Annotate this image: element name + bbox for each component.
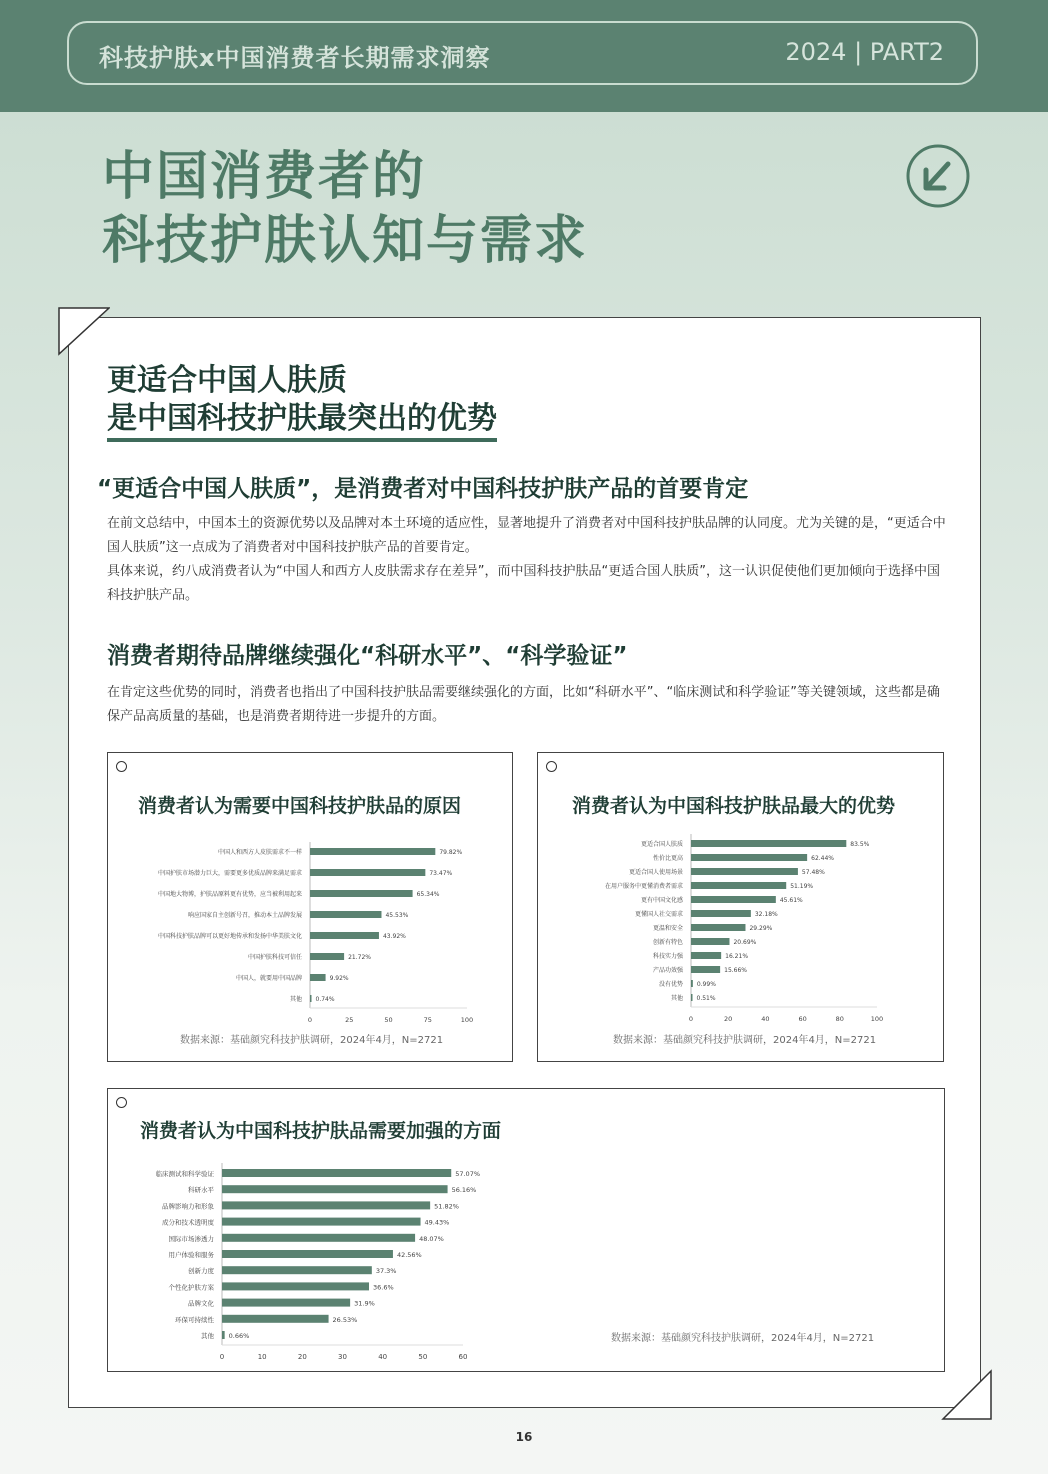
category-label: 产品功效强 bbox=[652, 967, 683, 974]
tick-label: 0 bbox=[688, 1015, 694, 1023]
bar bbox=[310, 995, 312, 1002]
tick-label: 25 bbox=[345, 1016, 354, 1024]
bar bbox=[310, 890, 413, 897]
data-label: 45.61% bbox=[779, 897, 803, 904]
category-label: 中国护肤市场潜力巨大，需要更多优质品牌来满足需求 bbox=[157, 870, 302, 877]
data-label: 49.43% bbox=[424, 1218, 450, 1227]
chart-card-improvements bbox=[107, 1088, 945, 1372]
category-label: 用户体验和服务 bbox=[168, 1251, 214, 1259]
arrow-down-left-icon bbox=[906, 144, 970, 208]
chart-title: 消费者认为中国科技护肤品最大的优势 bbox=[572, 795, 896, 817]
subheading-1: “更适合中国人肤质”，是消费者对中国科技护肤产品的首要肯定 bbox=[97, 476, 749, 502]
data-label: 15.66% bbox=[724, 967, 748, 974]
data-label: 73.47% bbox=[429, 870, 453, 877]
category-label: 更适合国人使用场景 bbox=[628, 869, 683, 876]
bar bbox=[691, 868, 798, 875]
tick-label: 50 bbox=[418, 1353, 428, 1361]
tick-label: 20 bbox=[724, 1015, 733, 1023]
data-label: 0.51% bbox=[696, 995, 716, 1002]
tick-label: 40 bbox=[378, 1353, 388, 1361]
chart-source: 数据来源：基础颜究科技护肤调研，2024年4月，N=2721 bbox=[611, 1333, 875, 1344]
bar bbox=[691, 980, 693, 987]
category-label: 中国地大物博，护肤品原料更有优势，应当被利用起来 bbox=[157, 891, 302, 898]
category-label: 创新力度 bbox=[188, 1267, 214, 1276]
bar bbox=[222, 1282, 369, 1290]
tick-label: 60 bbox=[798, 1015, 807, 1023]
tick-label: 30 bbox=[338, 1353, 347, 1361]
data-label: 36.6% bbox=[373, 1283, 394, 1292]
data-label: 51.82% bbox=[434, 1202, 459, 1211]
category-label: 中国人和西方人皮肤需求不一样 bbox=[217, 849, 302, 856]
page-title-line1: 中国消费者的 bbox=[102, 147, 427, 207]
bar bbox=[222, 1218, 421, 1226]
bar bbox=[691, 924, 745, 931]
section-title-line2: 是中国科技护肤最突出的优势 bbox=[107, 400, 497, 442]
data-label: 62.44% bbox=[811, 855, 835, 862]
bar bbox=[691, 896, 776, 903]
bar bbox=[310, 869, 425, 876]
category-label: 创新有特色 bbox=[652, 939, 683, 946]
corner-decoration-top-left bbox=[58, 307, 110, 359]
bar bbox=[222, 1250, 393, 1258]
data-label: 48.07% bbox=[419, 1234, 444, 1243]
data-label: 29.29% bbox=[749, 925, 773, 932]
data-label: 21.72% bbox=[348, 954, 371, 961]
tick-label: 10 bbox=[257, 1353, 267, 1361]
chart-advantages bbox=[538, 833, 942, 1023]
category-label: 没有优势 bbox=[658, 981, 683, 988]
chart-card-advantages bbox=[537, 752, 944, 1062]
corner-decoration-bottom-right bbox=[940, 1368, 992, 1420]
section-title-line1: 更适合中国人肤质 bbox=[107, 363, 347, 398]
report-part: 2024 | PART2 bbox=[785, 38, 944, 66]
data-label: 51.19% bbox=[790, 883, 814, 890]
page-title-line2: 科技护肤认知与需求 bbox=[102, 211, 589, 271]
category-label: 更适合国人肤质 bbox=[640, 841, 683, 848]
bar bbox=[310, 932, 379, 939]
bar bbox=[222, 1266, 372, 1274]
data-label: 20.69% bbox=[733, 939, 757, 946]
bar bbox=[691, 910, 751, 917]
category-label: 更懂国人社交需求 bbox=[634, 911, 683, 918]
category-label: 其他 bbox=[289, 996, 302, 1003]
page-title bbox=[102, 145, 588, 273]
data-label: 9.92% bbox=[329, 975, 349, 982]
chart-card-reasons bbox=[107, 752, 513, 1062]
bar bbox=[310, 974, 326, 981]
data-label: 56.16% bbox=[451, 1186, 477, 1195]
tick-label: 40 bbox=[761, 1015, 770, 1023]
category-label: 其他 bbox=[201, 1332, 214, 1340]
category-label: 中国科技护肤品牌可以更好地传承和发扬中华美肤文化 bbox=[157, 933, 302, 940]
data-label: 31.9% bbox=[354, 1299, 375, 1308]
bar bbox=[310, 848, 435, 855]
category-label: 个性化护肤方案 bbox=[168, 1283, 214, 1292]
subheading-2: 消费者期待品牌继续强化“科研水平”、“科学验证” bbox=[107, 643, 628, 669]
data-label: 37.3% bbox=[375, 1267, 397, 1276]
bar bbox=[691, 966, 720, 973]
card-dot-icon bbox=[546, 761, 557, 772]
bar bbox=[691, 882, 786, 889]
paragraph-1 bbox=[107, 512, 947, 608]
bar bbox=[222, 1299, 350, 1307]
page-number: 16 bbox=[515, 1430, 533, 1444]
bar bbox=[691, 840, 846, 847]
category-label: 性价比更高 bbox=[652, 855, 683, 862]
category-label: 品牌文化 bbox=[188, 1299, 214, 1308]
category-label: 临床测试和科学验证 bbox=[155, 1170, 214, 1178]
data-label: 42.56% bbox=[396, 1251, 422, 1259]
bar bbox=[691, 938, 729, 945]
data-label: 79.82% bbox=[439, 849, 463, 856]
tick-label: 100 bbox=[870, 1015, 884, 1023]
bar bbox=[691, 952, 721, 959]
tick-label: 60 bbox=[458, 1353, 468, 1361]
card-dot-icon bbox=[116, 761, 127, 772]
paragraph-1a: 在前文总结中，中国本土的资源优势以及品牌对本土环境的适应性，显著地提升了消费者对中国科技护肤品牌的认同度。尤为关键的是，“更适合中国人肤质”这一点成为了消费者对中国科技护肤产品的首要肯定。 bbox=[107, 516, 946, 555]
chart-title: 消费者认为中国科技护肤品需要加强的方面 bbox=[140, 1120, 502, 1142]
data-label: 26.53% bbox=[332, 1315, 358, 1324]
bar bbox=[691, 994, 693, 1001]
chart-improvements bbox=[108, 1161, 508, 1361]
chart-title: 消费者认为需要中国科技护肤品的原因 bbox=[138, 795, 462, 817]
bar bbox=[222, 1169, 451, 1177]
chart-source: 数据来源：基础颜究科技护肤调研，2024年4月，N=2721 bbox=[613, 1035, 877, 1046]
category-label: 中国护肤科技可信任 bbox=[247, 954, 302, 961]
header-pill bbox=[67, 21, 978, 85]
paragraph-2-text: 在肯定这些优势的同时，消费者也指出了中国科技护肤品需要继续强化的方面，比如“科研水平”、“临床测试和科学验证”等关键领域，这些都是确保产品高质量的基础，也是消费者期待进一步提升的方面。 bbox=[107, 685, 940, 724]
data-label: 0.66% bbox=[228, 1332, 250, 1340]
chart-reasons bbox=[108, 833, 511, 1033]
category-label: 成分和技术透明度 bbox=[162, 1218, 214, 1227]
bar bbox=[222, 1185, 448, 1193]
report-title: 科技护肤x中国消费者长期需求洞察 bbox=[99, 44, 491, 72]
paragraph-1b: 具体来说，约八成消费者认为“中国人和西方人皮肤需求存在差异”，而中国科技护肤品“更适合国人肤质”，这一认识促使他们更加倾向于选择中国科技护肤产品。 bbox=[107, 564, 940, 603]
tick-label: 100 bbox=[460, 1016, 474, 1024]
bar bbox=[310, 911, 381, 918]
category-label: 响应国家自主创新号召，推动本土品牌发展 bbox=[187, 912, 302, 919]
header-band bbox=[0, 0, 1048, 112]
data-label: 45.53% bbox=[385, 912, 409, 919]
data-label: 57.48% bbox=[801, 869, 825, 876]
category-label: 在用户服务中更懂消费者需求 bbox=[604, 883, 683, 890]
category-label: 科研水平 bbox=[188, 1186, 214, 1195]
category-label: 中国人，就要用中国品牌 bbox=[235, 975, 302, 982]
bar bbox=[222, 1331, 225, 1339]
category-label: 更有中国文化感 bbox=[640, 897, 683, 904]
bar bbox=[222, 1234, 415, 1242]
category-label: 更温和安全 bbox=[652, 925, 683, 932]
tick-label: 20 bbox=[297, 1353, 307, 1361]
data-label: 0.74% bbox=[315, 996, 335, 1003]
category-label: 国际市场渗透力 bbox=[168, 1234, 214, 1243]
bar bbox=[222, 1201, 430, 1209]
category-label: 品牌影响力和形象 bbox=[162, 1202, 214, 1211]
section-title bbox=[107, 362, 497, 442]
data-label: 0.99% bbox=[696, 981, 716, 988]
bar bbox=[222, 1315, 329, 1323]
data-label: 32.18% bbox=[754, 911, 778, 918]
data-label: 65.34% bbox=[416, 891, 440, 898]
tick-label: 0 bbox=[219, 1353, 225, 1361]
category-label: 科技实力强 bbox=[652, 953, 683, 960]
chart-source: 数据来源：基础颜究科技护肤调研，2024年4月，N=2721 bbox=[180, 1035, 444, 1046]
tick-label: 0 bbox=[307, 1016, 313, 1024]
tick-label: 75 bbox=[423, 1016, 432, 1024]
tick-label: 50 bbox=[384, 1016, 393, 1024]
bar bbox=[310, 953, 344, 960]
paragraph-2 bbox=[107, 681, 947, 729]
category-label: 环保可持续性 bbox=[175, 1315, 214, 1324]
category-label: 其他 bbox=[670, 995, 683, 1002]
bar bbox=[691, 854, 807, 861]
data-label: 83.5% bbox=[850, 841, 870, 848]
card-dot-icon bbox=[116, 1097, 127, 1108]
data-label: 57.07% bbox=[455, 1170, 481, 1178]
tick-label: 80 bbox=[835, 1015, 844, 1023]
data-label: 43.92% bbox=[382, 933, 406, 940]
data-label: 16.21% bbox=[725, 953, 749, 960]
